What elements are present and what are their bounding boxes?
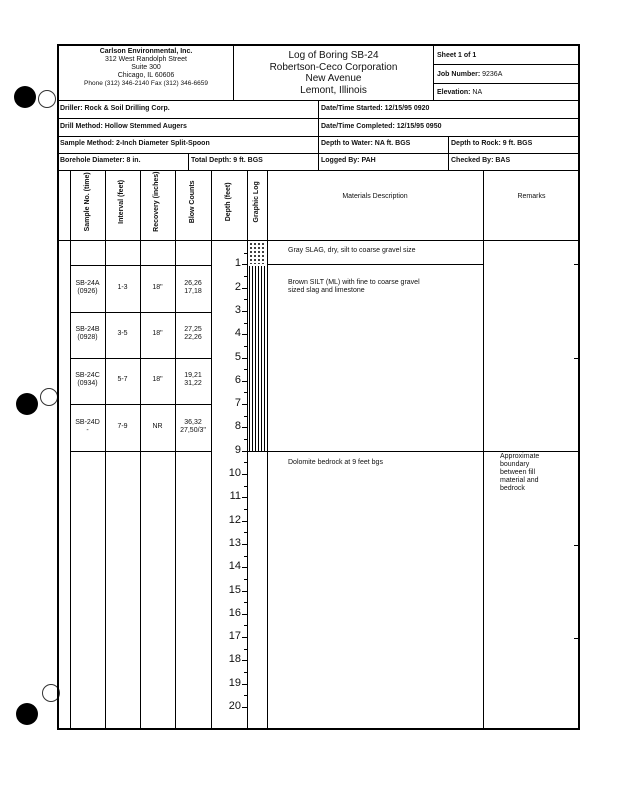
binder-hole-bottom	[16, 703, 38, 725]
depth-label: 17	[228, 630, 241, 643]
elevation-value: NA	[472, 89, 483, 96]
depth-label: 18	[228, 653, 241, 666]
depth-half-tick	[244, 532, 247, 533]
depth-tick	[242, 404, 247, 405]
sample-blows	[175, 419, 211, 435]
depth-tick	[242, 591, 247, 592]
depth-tick	[242, 427, 247, 428]
depth-label: 12	[228, 513, 241, 526]
company-city: Chicago, IL 60606	[117, 72, 175, 80]
sample-no: SB-24A	[75, 280, 100, 287]
depth-tick	[242, 381, 247, 382]
depth-half-tick	[244, 299, 247, 300]
total-depth: Total Depth: 9 ft. BGS	[191, 157, 263, 164]
depth-to-rock: Depth to Rock: 9 ft. BGS	[451, 140, 533, 147]
depth-label: 7	[234, 397, 241, 410]
remarks-line: bedrock	[500, 485, 525, 493]
depth-half-tick	[244, 369, 247, 370]
job-number-label: Job Number:	[437, 71, 481, 78]
company-address1: 312 West Randolph Street	[105, 56, 187, 64]
depth-half-tick	[244, 346, 247, 347]
blows-first: 27,25	[184, 326, 202, 333]
binder-ring-top	[38, 90, 56, 108]
sample-time: (0934)	[77, 380, 98, 388]
sample-blows	[175, 326, 211, 342]
graphic-log-silt	[249, 266, 266, 451]
sample-interval: 5-7	[117, 376, 128, 383]
depth-tick	[242, 707, 247, 708]
sample-interval: 3-5	[117, 330, 128, 337]
company-name: Carlson Environmental, Inc.	[99, 48, 193, 55]
depth-half-tick	[244, 323, 247, 324]
depth-label: 2	[234, 280, 241, 293]
depth-half-tick	[244, 649, 247, 650]
remarks-line: boundary	[500, 461, 530, 469]
sample-row-2	[70, 326, 105, 342]
depth-label: 3	[234, 303, 241, 316]
sample-interval: 7-9	[117, 423, 128, 430]
col-interval-header: Interval (feet)	[118, 179, 126, 224]
sample-recovery: 18"	[152, 284, 163, 291]
col-sample-header: Sample No. (time)	[84, 172, 92, 232]
sample-row-1	[70, 280, 105, 296]
company-phone: Phone (312) 346-2140 Fax (312) 346-6659	[84, 80, 208, 88]
sample-no: SB-24D	[75, 419, 100, 426]
depth-half-tick	[244, 602, 247, 603]
blows-first: 26,26	[184, 280, 202, 287]
blows-second: 31,22	[184, 380, 202, 388]
title-client: Robertson-Ceco Corporation	[269, 61, 398, 73]
graphic-log-slag	[249, 242, 266, 264]
title-street: New Avenue	[305, 73, 362, 84]
borehole-diameter: Borehole Diameter: 8 in.	[60, 157, 141, 164]
sheet-number: Sheet 1 of 1	[437, 52, 477, 59]
binder-hole-mid	[16, 393, 38, 415]
title-city: Lemont, Illinois	[300, 84, 367, 96]
sample-no: SB-24B	[75, 326, 100, 333]
depth-label: 5	[234, 350, 241, 363]
depth-half-tick	[244, 392, 247, 393]
depth-tick	[242, 288, 247, 289]
depth-tick	[242, 334, 247, 335]
sample-recovery: NR	[152, 423, 163, 430]
col-remarks-header: Remarks	[517, 193, 546, 200]
sample-blows	[175, 372, 211, 388]
depth-half-tick	[244, 276, 247, 277]
sample-recovery: 18"	[152, 330, 163, 337]
sample-interval: 1-3	[117, 284, 128, 291]
depth-half-tick	[244, 253, 247, 254]
depth-tick	[242, 311, 247, 312]
col-recovery-header: Recovery (inches)	[153, 171, 161, 232]
checked-by: Checked By: BAS	[451, 157, 511, 164]
date-completed: Date/Time Completed: 12/15/95 0950	[321, 123, 442, 130]
driller: Driller: Rock & Soil Drilling Corp.	[60, 105, 170, 112]
description-silt-line1: Brown SILT (ML) with fine to coarse gravel	[288, 279, 420, 286]
blows-second: 22,26	[184, 334, 202, 342]
description-silt-line2: sized slag and limestone	[288, 287, 365, 295]
depth-half-tick	[244, 509, 247, 510]
description-slag: Gray SLAG, dry, silt to coarse gravel size	[288, 247, 416, 254]
sample-no: SB-24C	[75, 372, 100, 379]
depth-tick	[242, 567, 247, 568]
date-started: Date/Time Started: 12/15/95 0920	[321, 105, 430, 112]
depth-tick	[242, 637, 247, 638]
depth-tick	[242, 474, 247, 475]
elevation-label: Elevation:	[437, 89, 471, 96]
sample-blows	[175, 280, 211, 296]
col-graphic-header: Graphic Log	[253, 181, 261, 223]
company-address2: Suite 300	[131, 64, 161, 72]
remarks-line: between fill	[500, 469, 536, 477]
depth-label: 11	[229, 490, 241, 503]
depth-half-tick	[244, 695, 247, 696]
depth-half-tick	[244, 556, 247, 557]
depth-label: 16	[228, 606, 241, 619]
description-silt	[288, 279, 420, 295]
blows-second: 17,18	[184, 288, 202, 296]
depth-tick	[242, 497, 247, 498]
depth-tick	[242, 684, 247, 685]
sample-time: (0926)	[77, 288, 98, 296]
depth-label: 10	[228, 467, 241, 479]
col-depth-header: Depth (feet)	[225, 182, 233, 222]
blows-first: 19,21	[184, 372, 202, 379]
remarks-line: material and	[500, 477, 539, 485]
depth-tick	[242, 614, 247, 615]
depth-tick	[242, 660, 247, 661]
logged-by: Logged By: PAH	[321, 157, 376, 164]
blows-first: 36,32	[184, 419, 202, 426]
depth-half-tick	[244, 416, 247, 417]
depth-label: 8	[234, 420, 241, 433]
job-number-value: 9236A	[482, 71, 503, 78]
depth-to-water: Depth to Water: NA ft. BGS	[321, 140, 411, 147]
drill-method: Drill Method: Hollow Stemmed Augers	[60, 123, 187, 130]
col-material-header: Materials Description	[342, 193, 408, 200]
depth-half-tick	[244, 462, 247, 463]
depth-label: 4	[234, 327, 241, 340]
col-blow-header: Blow Counts	[189, 180, 197, 224]
title-boring: Log of Boring SB-24	[288, 50, 379, 61]
binder-hole-top	[14, 86, 36, 108]
description-bedrock: Dolomite bedrock at 9 feet bgs	[288, 459, 383, 466]
remarks-line: Approximate	[500, 453, 540, 460]
depth-label: 20	[228, 700, 241, 712]
depth-half-tick	[244, 625, 247, 626]
depth-tick	[242, 544, 247, 545]
depth-label: 15	[228, 583, 241, 596]
depth-label: 1	[234, 257, 241, 270]
sample-row-4	[70, 419, 105, 435]
sample-row-3	[70, 372, 105, 388]
company-block	[60, 48, 232, 88]
sample-time: (0928)	[77, 334, 98, 342]
depth-tick	[242, 358, 247, 359]
blows-second: 27,50/3"	[180, 427, 206, 435]
depth-label: 13	[228, 536, 241, 549]
binder-ring-mid	[40, 388, 58, 406]
depth-half-tick	[244, 672, 247, 673]
depth-half-tick	[244, 439, 247, 440]
depth-tick	[242, 521, 247, 522]
depth-half-tick	[244, 579, 247, 580]
title-block	[234, 50, 433, 96]
depth-half-tick	[244, 486, 247, 487]
depth-label: 14	[228, 560, 241, 573]
depth-label: 19	[228, 676, 241, 689]
sample-recovery: 18"	[152, 376, 163, 383]
sample-method: Sample Method: 2-Inch Diameter Split-Spoon	[60, 140, 210, 147]
depth-tick	[242, 264, 247, 265]
sample-time: -	[86, 427, 89, 435]
depth-label: 9	[234, 443, 241, 456]
remarks-boundary	[500, 453, 539, 493]
depth-label: 6	[234, 373, 241, 386]
